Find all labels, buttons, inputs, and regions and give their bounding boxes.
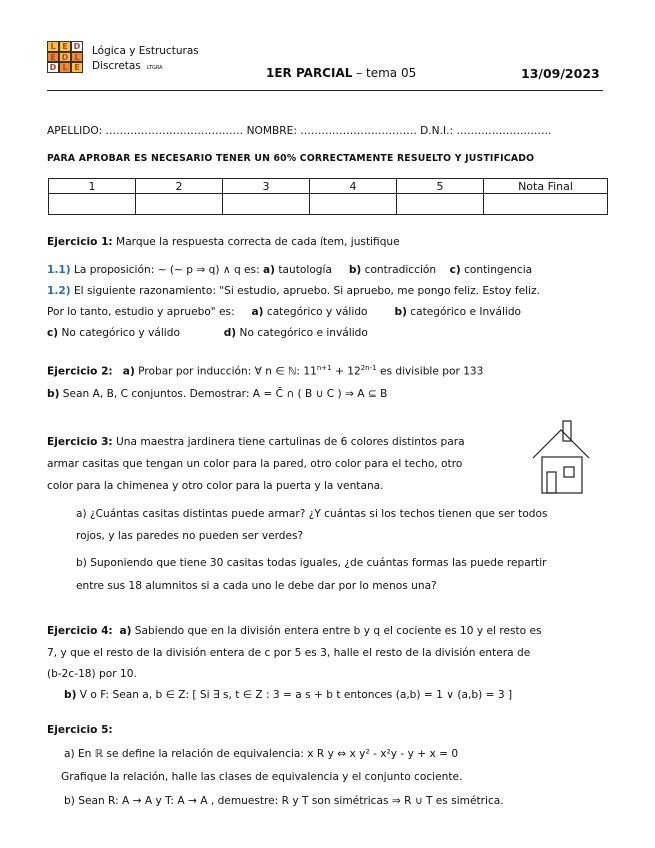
grade-header: 4 [310, 179, 397, 194]
option-letter: c) [47, 327, 59, 339]
option-text: tautología [275, 264, 332, 276]
passing-notice: PARA APROBAR ES NECESARIO TENER UN 60% CORRECTAMENTE RESUELTO Y JUSTIFICADO [47, 153, 535, 164]
department-logo [47, 41, 83, 73]
exam-title-rest: – tema 05 [352, 66, 417, 80]
exam-title-bold: 1ER PARCIAL [266, 66, 353, 80]
option-letter: b) [64, 689, 77, 701]
option-letter: a) [263, 264, 276, 276]
ej1-title: Ejercicio 1: [47, 236, 113, 248]
ej2-b [47, 388, 387, 400]
grade-cell[interactable] [310, 194, 397, 215]
logo-cell: D [59, 52, 71, 63]
logo-cell: D [47, 62, 59, 73]
option-letter: c) [449, 264, 461, 276]
institution-name [92, 44, 199, 76]
institution-line2: Discretas [92, 60, 141, 72]
item-text: V o F: Sean a, b ∈ Z: [ Si ∃ s, t ∈ Z : 3 = a s + b t entonces (a,b) = 1 ∨ (a,b) = 3 ] [76, 689, 513, 701]
house-drawing [531, 420, 591, 495]
option-letter: d) [223, 327, 237, 339]
grade-table [48, 178, 608, 215]
grade-header: 2 [136, 179, 223, 194]
grade-cell[interactable] [223, 194, 310, 215]
option-text: No categórico e inválido [236, 327, 368, 339]
grade-cell[interactable] [49, 194, 136, 215]
house-door [547, 472, 556, 493]
ej3-line3: color para la chimenea y otro color para la puerta y la ventana. [47, 480, 384, 492]
logo-cell: E [47, 52, 59, 63]
item-text: La proposición: ∼ (∼ p ⇒ q) ∧ q es: [70, 264, 260, 276]
item-text: Sabiendo que en la división entera entre b y q el cociente es 10 y el resto es [131, 625, 542, 637]
ej3-line2: armar casitas que tengan un color para la pared, otro color para el techo, otro [47, 458, 463, 470]
item-text: + 12 [331, 365, 361, 378]
ej3-a-line1: a) ¿Cuántas casitas distintas puede armar? ¿Y cuántas si los techos tienen que ser todos [76, 508, 548, 520]
ej5-title [47, 724, 113, 736]
exam-date: 13/09/2023 [521, 66, 600, 81]
ej1-item2 [47, 285, 540, 297]
option-text: No categórico y válido [58, 327, 180, 339]
grade-cell[interactable] [136, 194, 223, 215]
logo-cell: L [47, 41, 59, 52]
house-window [564, 467, 574, 477]
house-roof [533, 430, 589, 458]
ej4-line2: 7, y que el resto de la división entera de c por 5 es 3, halle el resto de la división entera de [47, 647, 531, 659]
item-text: El siguiente razonamiento: "Si estudio, apruebo. Si apruebo, me pongo feliz. Estoy feliz. [70, 285, 540, 297]
ej3-line1 [47, 436, 465, 448]
grade-header: Nota Final [484, 179, 608, 194]
grade-header: 5 [397, 179, 484, 194]
grade-header: 3 [223, 179, 310, 194]
option-letter: b) [47, 388, 60, 400]
ej1-intro: Marque la respuesta correcta de cada ítem, justifique [112, 236, 400, 248]
house-wall [542, 457, 582, 493]
ej1-heading [47, 236, 400, 248]
option-letter: a) [119, 625, 132, 637]
ej3-b-line1: b) Suponiendo que tiene 30 casitas todas iguales, ¿de cuántas formas las puede repartir [76, 557, 547, 569]
ej5-a: a) En ℝ se define la relación de equivalencia: x R y ⇔ x y² - x²y - y + x = 0 [64, 748, 459, 760]
item-text: Una maestra jardinera tiene cartulinas de 6 colores distintos para [112, 436, 465, 448]
ej5-b: b) Sean R: A → A y T: A → A , demuestre: R y T son simétricas ⇒ R ∪ T es simétrica. [64, 795, 504, 807]
exponent: 2n-1 [360, 364, 377, 372]
student-fields: APELLIDO: ………………………………… NOMBRE: …………………………… D.N.I.: ……………….…….. [47, 125, 552, 137]
grade-cell[interactable] [484, 194, 608, 215]
ej1-item2-line3 [47, 327, 368, 339]
logo-cell: L [59, 62, 71, 73]
ej4-b [64, 689, 512, 701]
logo-cell: E [71, 62, 83, 73]
ej3-a-line2: rojos, y las paredes no pueden ser verdes? [76, 530, 304, 542]
item-text: es divisible por 133 [376, 365, 484, 378]
ej4-line3: (b-2c-18) por 10. [47, 668, 137, 680]
logo-cell: L [71, 52, 83, 63]
exam-title [266, 66, 416, 80]
ej3-title: Ejercicio 3: [47, 436, 113, 448]
item-text: Por lo tanto, estudio y apruebo" es: [47, 306, 235, 318]
item-number: 1.1) [47, 264, 71, 276]
logo-cell: E [59, 41, 71, 52]
institution-code: LTGRA [146, 65, 163, 71]
ej3-b-line2: entre sus 18 alumnitos si a cada uno le debe dar por lo menos una? [76, 580, 437, 592]
header-divider [47, 90, 603, 91]
ej1-item1 [47, 264, 532, 276]
option-letter: a) [251, 306, 264, 318]
ej2-title: Ejercicio 2: [47, 365, 113, 378]
ej5-title-text: Ejercicio 5: [47, 724, 113, 736]
grade-cell[interactable] [397, 194, 484, 215]
option-letter: b) [348, 264, 362, 276]
exponent: n+1 [316, 364, 332, 372]
ej1-item2-line2 [47, 306, 521, 318]
ej4-line1 [47, 625, 542, 637]
option-text: contingencia [460, 264, 533, 276]
option-text: categórico e Inválido [406, 306, 522, 318]
ej5-a-line2: Grafique la relación, halle las clases de equivalencia y el conjunto cociente. [61, 771, 463, 783]
grade-header: 1 [49, 179, 136, 194]
logo-cell: D [71, 41, 83, 52]
item-number: 1.2) [47, 285, 71, 297]
institution-line1: Lógica y Estructuras [92, 45, 199, 57]
option-letter: b) [394, 306, 407, 318]
item-text: Sean A, B, C conjuntos. Demostrar: A = C̄ ∩ ( B ∪ C ) ⇒ A ⊆ B [59, 388, 388, 400]
option-letter: a) [122, 365, 135, 378]
ej2-a [47, 364, 483, 378]
item-text: Probar por inducción: ∀ n ∈ ℕ: 11 [134, 365, 317, 378]
option-text: categórico y válido [263, 306, 368, 318]
option-text: contradicción [361, 264, 437, 276]
ej4-title: Ejercicio 4: [47, 625, 113, 637]
